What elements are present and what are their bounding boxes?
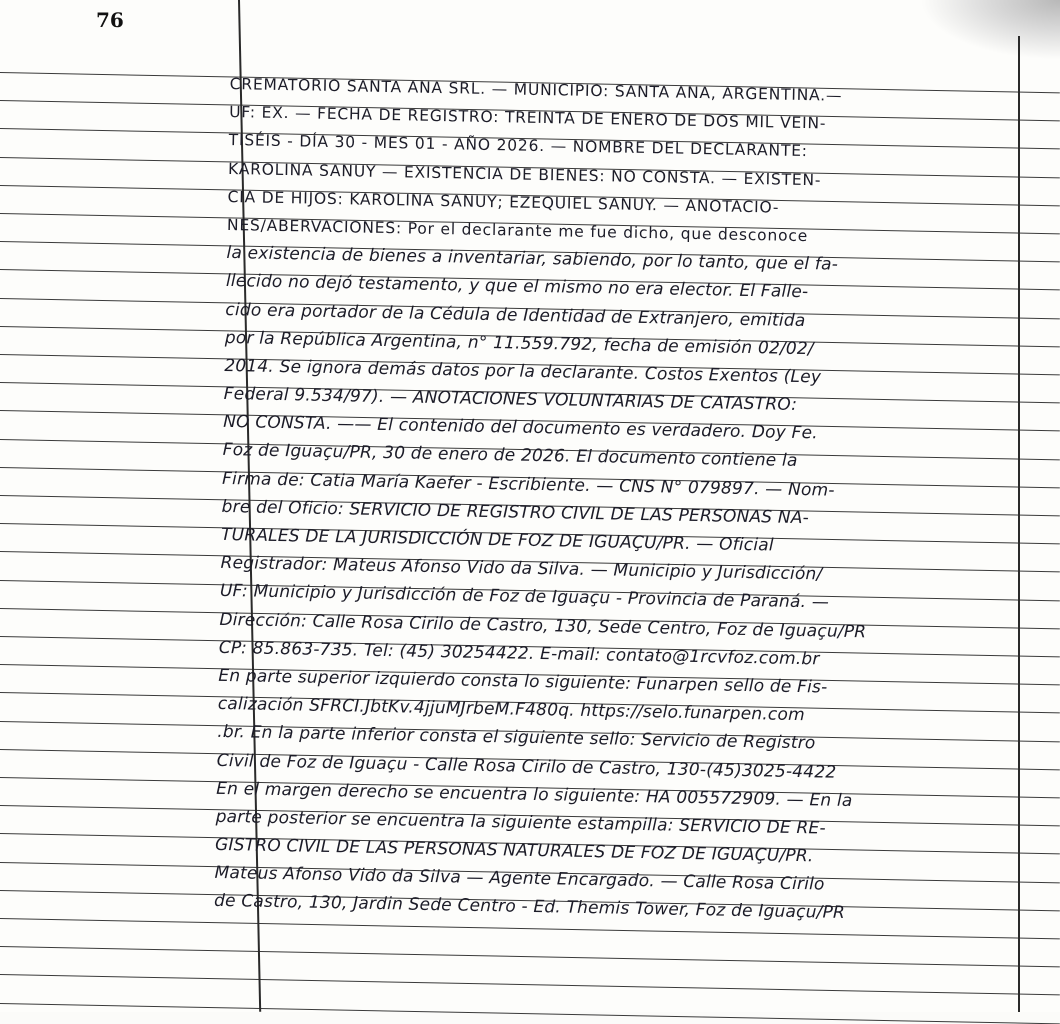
ruled-line [0,974,1060,995]
text-line: .br. En la parte inferior consta el siguiente sello: Servicio de Registro [217,722,816,754]
text-line: Civil de Foz de Iguaçu - Calle Rosa Cirilo de Castro, 130-(45)3025-4422 [216,750,837,783]
handwritten-entry [214,70,1030,931]
text-line: En parte superior izquierdo consta lo siguiente: Funarpen sello de Fis- [218,665,828,698]
text-line: Mateus Afonso Vido da Silva — Agente Encargado. — Calle Rosa Cirilo [214,863,825,895]
page-number: 76 [96,8,124,32]
text-line: UF: Municipio y Jurisdicción de Foz de Iguaçu - Provincia de Paraná. — [219,581,830,613]
text-line: TISÉIS - DÍA 30 - MES 01 - AÑO 2026. — NOMBRE DEL DECLARANTE: [228,131,808,161]
text-line: NES/ABERVACIONES: Por el declarante me fue dicho, que desconoce [226,215,809,246]
text-line: CIA DE HIJOS: KAROLINA SANUY; EZEQUIEL SANUY. — ANOTACIO- [227,187,780,217]
text-line: CP: 85.863-735. Tel: (45) 30254422. E-mail: contato@1rcvfoz.com.br [218,637,820,670]
text-line: llecido no dejó testamento, y que el mismo no era elector. El Falle- [225,271,809,303]
text-line: de Castro, 130, Jardin Sede Centro - Ed. Themis Tower, Foz de Iguaçu/PR [213,891,846,924]
text-line: Firma de: Catia María Kaefer - Escribiente. — CNS N° 079897. — Nom- [221,468,835,501]
text-line: Dirección: Calle Rosa Cirilo de Castro, 130, Sede Centro, Foz de Iguaçu/PR [219,609,867,642]
text-line: NO CONSTA. —— El contenido del documento es verdadero. Doy Fe. [223,412,819,444]
text-line: cido era portador de la Cédula de Identidad de Extranjero, emitida [225,299,806,331]
text-line: TURALES DE LA JURISDICCIÓN DE FOZ DE IGUAÇU/PR. — Oficial [220,524,774,556]
text-line: por la República Argentina, n° 11.559.792, fecha de emisión 02/02/ [224,327,815,359]
text-line: 2014. Se ignora demás datos por la declarante. Costos Exentos (Ley [224,355,822,388]
text-line: CREMATORIO SANTA ANA SRL. — MUNICIPIO: SANTA ANA, ARGENTINA.— [229,74,843,105]
text-line: la existencia de bienes a inventariar, sabiendo, por lo tanto, que el fa- [226,243,839,275]
text-line: Registrador: Mateus Afonso Vido da Silva. — Municipio y Jurisdicción/ [220,553,823,585]
ruled-line [0,1003,1060,1024]
text-line: parte posterior se encuentra la siguiente estampilla: SERVICIO DE RE- [215,806,826,839]
text-line: En el margen derecho se encuentra lo siguiente: HA 005572909. — En la [216,778,853,811]
text-line: UF: EX. — FECHA DE REGISTRO: TREINTA DE ENERO DE DOS MIL VEIN- [229,103,827,133]
ruled-line [0,946,1060,967]
text-line: calización SFRCI.JbtKv.4jjuMJrbeM.F480q. https://selo.funarpen.com [217,694,805,726]
text-line: Foz de Iguaçu/PR, 30 de enero de 2026. El documento contiene la [222,440,798,472]
text-line: Federal 9.534/97). — ANOTACIONES VOLUNTARIAS DE CATASTRO: [223,384,798,416]
text-line: bre del Oficio: SERVICIO DE REGISTRO CIVIL DE LAS PERSONAS NA- [221,496,810,529]
text-line: GISTRO CIVIL DE LAS PERSONAS NATURALES DE FOZ DE IGUAÇU/PR. [214,834,814,867]
text-line: KAROLINA SANUY — EXISTENCIA DE BIENES: NO CONSTA. — EXISTEN- [227,159,822,189]
